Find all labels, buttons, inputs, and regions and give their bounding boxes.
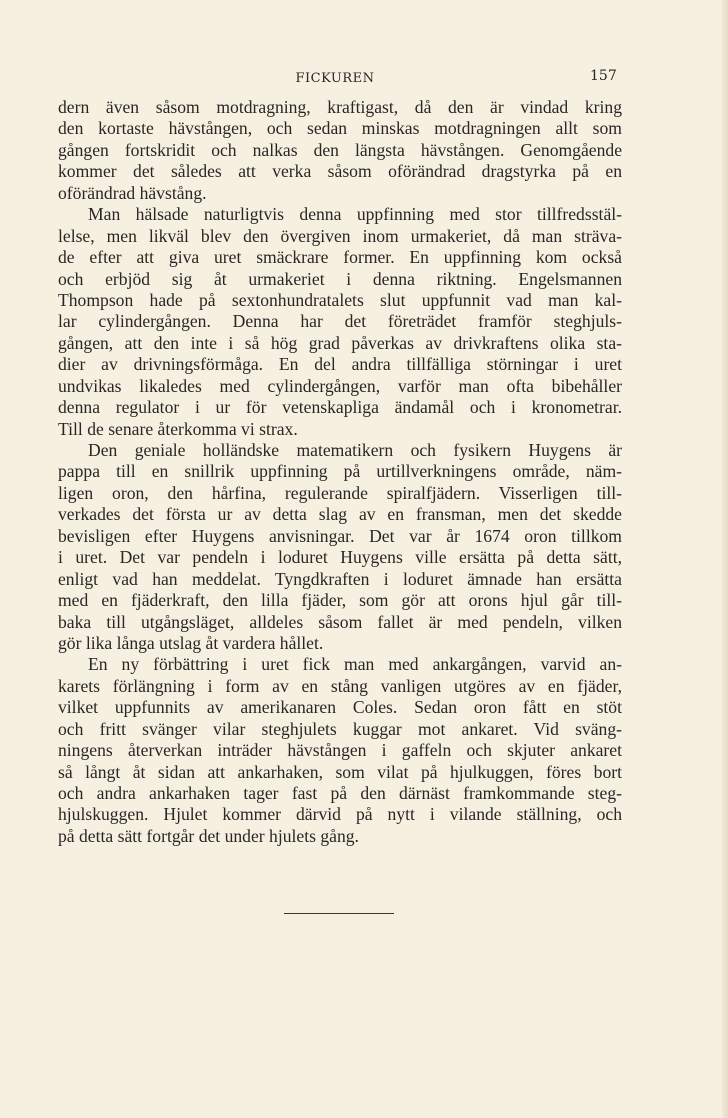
text-line: vilket uppfunnits av amerikanaren Coles. Sedan oron fått en stöt bbox=[58, 697, 622, 718]
text-line: baka till utgångsläget, alldeles såsom fallet är med pendeln, vilken bbox=[58, 611, 622, 632]
text-line: ningens återverkan inträder hävstången i gaffeln och skjuter ankaret bbox=[58, 740, 622, 761]
text-line: gången, att den inte i så hög grad påverkas av drivkraftens olika sta- bbox=[58, 332, 622, 353]
text-line: gången fortskridit och nalkas den längsta hävstången. Genomgående bbox=[58, 139, 622, 160]
text-line: En ny förbättring i uret fick man med ankargången, varvid an- bbox=[88, 654, 622, 675]
text-line: med en fjäderkraft, den lilla fjäder, som gör att orons hjul går till- bbox=[58, 590, 622, 611]
text-line: i uret. Det var pendeln i loduret Huygens ville ersätta på detta sätt, bbox=[58, 547, 622, 568]
text-line: de efter att giva uret smäckrare former. En uppfinning kom också bbox=[58, 247, 622, 268]
text-line: bevisligen efter Huygens anvisningar. Det var år 1674 oron tillkom bbox=[58, 525, 622, 546]
text-line: och erbjöd sig åt urmakeriet i denna riktning. Engelsmannen bbox=[58, 268, 622, 289]
page-edge-shadow bbox=[722, 0, 728, 1118]
text-line: Den geniale holländske matematikern och fysikern Huygens är bbox=[88, 440, 622, 460]
text-line: lelse, men likväl blev den övergiven inom urmakeriet, då man sträva- bbox=[58, 225, 622, 246]
text-line: den kortaste hävstången, och sedan minskas motdragningen allt som bbox=[58, 118, 622, 139]
text-line: Thompson hade på sextonhundratalets slut uppfunnit vad man kal- bbox=[58, 289, 622, 310]
text-line: verkades det första ur av detta slag av en fransman, men det skedde bbox=[58, 504, 622, 525]
body-text bbox=[58, 97, 622, 847]
text-line: oförändrad hävstång. bbox=[58, 182, 207, 203]
running-header-title: FICKUREN bbox=[295, 71, 375, 86]
text-line: Man hälsade naturligtvis denna uppfinning med stor tillfredsstäl- bbox=[88, 204, 622, 225]
text-line: och andra ankarhaken tager fast på den därnäst framkommande steg- bbox=[58, 783, 622, 803]
text-line: på detta sätt fortgår det under hjulets gång. bbox=[58, 825, 359, 846]
text-line: enligt vad han meddelat. Tyngdkraften i loduret ämnade han ersätta bbox=[58, 568, 622, 589]
text-line: och fritt svänger vilar steghjulets kuggar mot ankaret. Vid sväng- bbox=[58, 718, 622, 739]
text-line: karets förlängning i form av en stång vanligen utgöres av en fjäder, bbox=[58, 675, 622, 696]
text-line: dern även såsom motdragning, kraftigast, då den är vindad kring bbox=[58, 97, 622, 117]
text-line: lar cylindergången. Denna har det företrädet framför steghjuls- bbox=[58, 311, 622, 332]
text-line: så långt åt sidan att ankarhaken, som vilat på hjulkuggen, föres bort bbox=[58, 761, 622, 782]
end-rule-divider bbox=[284, 913, 394, 914]
text-line: kommer det således att verka såsom oförändrad dragstyrka på en bbox=[58, 161, 622, 182]
page-number: 157 bbox=[590, 68, 617, 84]
text-line: hjulskuggen. Hjulet kommer därvid på nytt i vilande ställning, och bbox=[58, 804, 622, 825]
text-line: Till de senare återkomma vi strax. bbox=[58, 418, 298, 439]
text-line: pappa till en snillrik uppfinning på urtillverkningens område, näm- bbox=[58, 461, 622, 482]
text-line: gör lika långa utslag åt vardera hållet. bbox=[58, 632, 324, 653]
text-line: denna regulator i ur för vetenskapliga ändamål och i kronometrar. bbox=[58, 397, 622, 418]
text-line: ligen oron, den hårfina, regulerande spiralfjädern. Visserligen till- bbox=[58, 482, 622, 503]
text-line: dier av drivningsförmåga. En del andra tillfälliga störningar i uret bbox=[58, 354, 622, 375]
text-line: undvikas likaledes med cylindergången, varför man ofta bibehåller bbox=[58, 375, 622, 396]
